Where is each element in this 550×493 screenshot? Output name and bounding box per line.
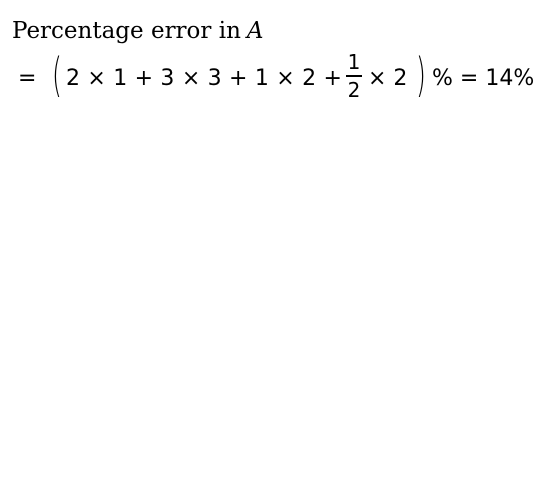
heading-text: Percentage error in [12,18,241,44]
fraction [346,51,362,101]
result: % = 14% [432,66,535,91]
fraction-bar [346,75,362,77]
expression: 2 × 1 + 3 × 3 + 1 × 2 + [66,66,343,91]
fraction-numerator: 1 [347,50,361,74]
close-paren: ) [416,48,426,102]
equation-line [12,50,542,110]
variable-a: A [246,18,264,44]
fraction-denominator: 2 [347,77,361,102]
equals-sign: = [18,66,37,91]
open-paren: ( [52,48,62,102]
after-fraction: × 2 [368,66,408,91]
heading-line [12,16,264,46]
